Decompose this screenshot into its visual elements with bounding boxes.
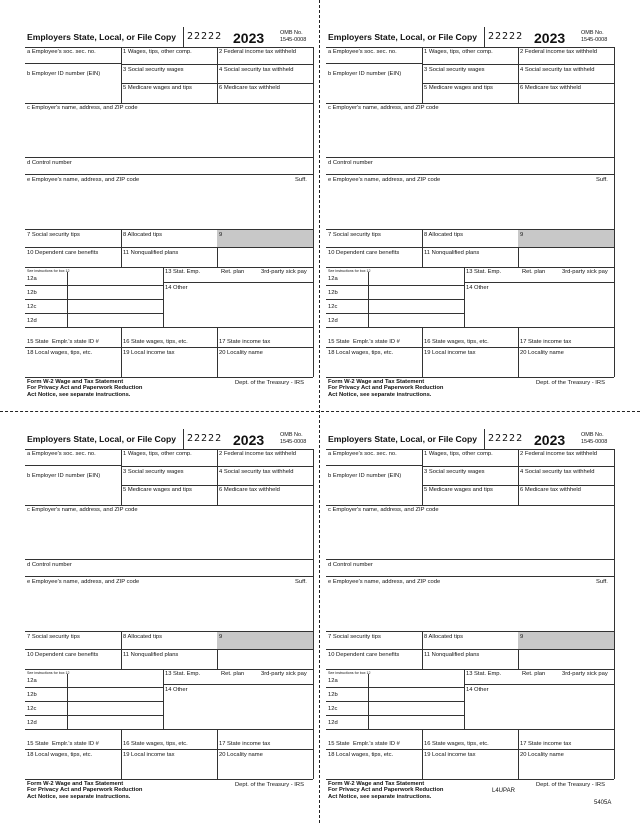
box-12a-label: 12a (328, 276, 338, 282)
box-16-label: 16 State wages, tips, etc. (123, 741, 188, 747)
box-c-label: c Employer's name, address, and ZIP code (328, 105, 439, 111)
box-e-label: e Employee's name, address, and ZIP code (328, 177, 441, 183)
box-10-label: 10 Dependent care benefits (27, 250, 99, 256)
dept-label: Dept. of the Treasury - IRS (235, 380, 304, 386)
form-year: 2023 (233, 30, 265, 46)
box-15-label: 15 State (328, 741, 350, 747)
box-11-label: 11 Nonqualified plans (424, 652, 480, 658)
box-12-note: See instructions for box 12 (27, 269, 70, 273)
form-footer: Form W-2 Wage and Tax Statement For Privacy Act and Paperwork Reduction Act Notice, see separate instructions. (328, 379, 444, 398)
box-10-label: 10 Dependent care benefits (328, 250, 400, 256)
suff-label: Suff. (596, 177, 608, 183)
box-20-label: 20 Locality name (520, 350, 564, 356)
box-c-label: c Employer's name, address, and ZIP code (328, 507, 439, 513)
box-e-label: e Employee's name, address, and ZIP code (27, 579, 140, 585)
form-footer: Form W-2 Wage and Tax Statement For Privacy Act and Paperwork Reduction Act Notice, see separate instructions. (328, 781, 444, 800)
w2-form (326, 27, 616, 399)
box-12d-label: 12d (328, 318, 338, 324)
box-9-label: 9 (520, 232, 524, 238)
box-13-label: 13 Stat. Emp. (165, 671, 201, 677)
box-d-label: d Control number (328, 160, 373, 166)
box-17-label: 17 State income tax (219, 741, 271, 747)
box-10-label: 10 Dependent care benefits (328, 652, 400, 658)
sheet-code-1: L4UPAR (492, 788, 515, 794)
box-2-label: 2 Federal income tax withheld (520, 49, 598, 55)
box-6-label: 6 Medicare tax withheld (520, 487, 581, 493)
box-a-label: a Employee's soc. sec. no. (27, 451, 96, 457)
box-3-label: 3 Social security wages (123, 67, 184, 73)
form-title: Employers State, Local, or File Copy (328, 434, 477, 444)
box-9-label: 9 (520, 634, 524, 640)
omb-label: OMB No. 1545-0008 (280, 30, 307, 43)
box-12c-label: 12c (328, 304, 338, 310)
box-4-label: 4 Social security tax withheld (520, 67, 595, 73)
box-1-label: 1 Wages, tips, other comp. (424, 451, 493, 457)
box-5-label: 5 Medicare wages and tips (123, 487, 192, 493)
box-19-label: 19 Local income tax (123, 350, 175, 356)
box-4-label: 4 Social security tax withheld (520, 469, 595, 475)
omb-label: OMB No. 1545-0008 (581, 432, 608, 445)
suff-label: Suff. (295, 579, 307, 585)
box-8-label: 8 Allocated tips (123, 634, 162, 640)
box-1-label: 1 Wages, tips, other comp. (123, 451, 192, 457)
sick-pay-label: 3rd-party sick pay (562, 671, 608, 677)
box-14-label: 14 Other (466, 687, 489, 693)
omb-label: OMB No. 1545-0008 (280, 432, 307, 445)
box-13-label: 13 Stat. Emp. (466, 671, 502, 677)
form-title: Employers State, Local, or File Copy (27, 32, 176, 42)
box-16-label: 16 State wages, tips, etc. (123, 339, 188, 345)
box-15-id-label: Emplr.'s state ID # (52, 339, 99, 345)
box-11-label: 11 Nonqualified plans (123, 250, 179, 256)
box-15-id-label: Emplr.'s state ID # (353, 339, 400, 345)
sick-pay-label: 3rd-party sick pay (261, 671, 307, 677)
box-20-label: 20 Locality name (219, 350, 263, 356)
omb-label: OMB No. 1545-0008 (581, 30, 608, 43)
box-12b-label: 12b (328, 290, 338, 296)
box-e-label: e Employee's name, address, and ZIP code (328, 579, 441, 585)
box-11-label: 11 Nonqualified plans (123, 652, 179, 658)
ret-plan-label: Ret. plan (522, 269, 546, 275)
box-b-label: b Employer ID number (EIN) (27, 473, 101, 479)
box-20-label: 20 Locality name (520, 752, 564, 758)
box-5-label: 5 Medicare wages and tips (424, 487, 493, 493)
box-1-label: 1 Wages, tips, other comp. (123, 49, 192, 55)
box-c-label: c Employer's name, address, and ZIP code (27, 105, 138, 111)
box-12c-label: 12c (328, 706, 338, 712)
box-18-label: 18 Local wages, tips, etc. (27, 752, 93, 758)
box-b-label: b Employer ID number (EIN) (27, 71, 101, 77)
box-16-label: 16 State wages, tips, etc. (424, 339, 489, 345)
box-12b-label: 12b (27, 290, 37, 296)
box-20-label: 20 Locality name (219, 752, 263, 758)
sick-pay-label: 3rd-party sick pay (562, 269, 608, 275)
box-14-label: 14 Other (165, 285, 188, 291)
box-3-label: 3 Social security wages (424, 469, 485, 475)
box-d-label: d Control number (328, 562, 373, 568)
box-2-label: 2 Federal income tax withheld (219, 49, 297, 55)
box-b-label: b Employer ID number (EIN) (328, 473, 402, 479)
box-2-label: 2 Federal income tax withheld (520, 451, 598, 457)
box-19-label: 19 Local income tax (123, 752, 175, 758)
box-5-label: 5 Medicare wages and tips (424, 85, 493, 91)
box-19-label: 19 Local income tax (424, 350, 476, 356)
box-12-note: See instructions for box 12 (328, 269, 371, 273)
box-12d-label: 12d (27, 720, 37, 726)
box-15-label: 15 State (27, 741, 49, 747)
box-12b-label: 12b (328, 692, 338, 698)
box-12a-label: 12a (328, 678, 338, 684)
box-e-label: e Employee's name, address, and ZIP code (27, 177, 140, 183)
box-1-label: 1 Wages, tips, other comp. (424, 49, 493, 55)
box-15-id-label: Emplr.'s state ID # (52, 741, 99, 747)
form-year: 2023 (534, 30, 566, 46)
box-15-label: 15 State (27, 339, 49, 345)
box-12a-label: 12a (27, 678, 37, 684)
box-7-label: 7 Social security tips (328, 634, 381, 640)
box-12-note: See instructions for box 12 (27, 671, 70, 675)
box-3-label: 3 Social security wages (123, 469, 184, 475)
box-18-label: 18 Local wages, tips, etc. (328, 350, 394, 356)
box-14-label: 14 Other (165, 687, 188, 693)
form-year: 2023 (233, 432, 265, 448)
box-a-label: a Employee's soc. sec. no. (27, 49, 96, 55)
form-title: Employers State, Local, or File Copy (328, 32, 477, 42)
box-13-label: 13 Stat. Emp. (466, 269, 502, 275)
box-4-label: 4 Social security tax withheld (219, 67, 294, 73)
box-8-label: 8 Allocated tips (424, 634, 463, 640)
box-18-label: 18 Local wages, tips, etc. (27, 350, 93, 356)
box-12c-label: 12c (27, 304, 37, 310)
ret-plan-label: Ret. plan (221, 671, 245, 677)
box-16-label: 16 State wages, tips, etc. (424, 741, 489, 747)
box-a-label: a Employee's soc. sec. no. (328, 451, 397, 457)
box-c-label: c Employer's name, address, and ZIP code (27, 507, 138, 513)
w2-form (326, 429, 616, 801)
box-12b-label: 12b (27, 692, 37, 698)
box-10-label: 10 Dependent care benefits (27, 652, 99, 658)
box-7-label: 7 Social security tips (328, 232, 381, 238)
dept-label: Dept. of the Treasury - IRS (536, 380, 605, 386)
form-code: 22222 (488, 31, 524, 42)
box-9-label: 9 (219, 232, 223, 238)
box-9-label: 9 (219, 634, 223, 640)
box-13-label: 13 Stat. Emp. (165, 269, 201, 275)
box-3-label: 3 Social security wages (424, 67, 485, 73)
form-footer: Form W-2 Wage and Tax Statement For Privacy Act and Paperwork Reduction Act Notice, see separate instructions. (27, 379, 143, 398)
form-code: 22222 (187, 31, 223, 42)
sick-pay-label: 3rd-party sick pay (261, 269, 307, 275)
box-15-label: 15 State (328, 339, 350, 345)
box-14-label: 14 Other (466, 285, 489, 291)
box-11-label: 11 Nonqualified plans (424, 250, 480, 256)
box-17-label: 17 State income tax (219, 339, 271, 345)
dept-label: Dept. of the Treasury - IRS (235, 782, 304, 788)
suff-label: Suff. (596, 579, 608, 585)
box-12c-label: 12c (27, 706, 37, 712)
box-2-label: 2 Federal income tax withheld (219, 451, 297, 457)
box-8-label: 8 Allocated tips (123, 232, 162, 238)
form-year: 2023 (534, 432, 566, 448)
box-12d-label: 12d (27, 318, 37, 324)
box-15-id-label: Emplr.'s state ID # (353, 741, 400, 747)
box-7-label: 7 Social security tips (27, 634, 80, 640)
horizontal-cut-line (0, 411, 640, 412)
box-6-label: 6 Medicare tax withheld (520, 85, 581, 91)
w2-form (25, 27, 315, 399)
suff-label: Suff. (295, 177, 307, 183)
box-12a-label: 12a (27, 276, 37, 282)
box-6-label: 6 Medicare tax withheld (219, 487, 280, 493)
box-18-label: 18 Local wages, tips, etc. (328, 752, 394, 758)
box-17-label: 17 State income tax (520, 741, 572, 747)
ret-plan-label: Ret. plan (522, 671, 546, 677)
sheet-code-2: 5405A (594, 800, 612, 806)
box-d-label: d Control number (27, 562, 72, 568)
box-12d-label: 12d (328, 720, 338, 726)
box-17-label: 17 State income tax (520, 339, 572, 345)
box-19-label: 19 Local income tax (424, 752, 476, 758)
box-8-label: 8 Allocated tips (424, 232, 463, 238)
box-4-label: 4 Social security tax withheld (219, 469, 294, 475)
box-d-label: d Control number (27, 160, 72, 166)
form-title: Employers State, Local, or File Copy (27, 434, 176, 444)
form-footer: Form W-2 Wage and Tax Statement For Privacy Act and Paperwork Reduction Act Notice, see separate instructions. (27, 781, 143, 800)
form-code: 22222 (187, 433, 223, 444)
ret-plan-label: Ret. plan (221, 269, 245, 275)
box-6-label: 6 Medicare tax withheld (219, 85, 280, 91)
form-code: 22222 (488, 433, 524, 444)
box-7-label: 7 Social security tips (27, 232, 80, 238)
box-a-label: a Employee's soc. sec. no. (328, 49, 397, 55)
dept-label: Dept. of the Treasury - IRS (536, 782, 605, 788)
w2-form (25, 429, 315, 801)
box-b-label: b Employer ID number (EIN) (328, 71, 402, 77)
box-12-note: See instructions for box 12 (328, 671, 371, 675)
box-5-label: 5 Medicare wages and tips (123, 85, 192, 91)
